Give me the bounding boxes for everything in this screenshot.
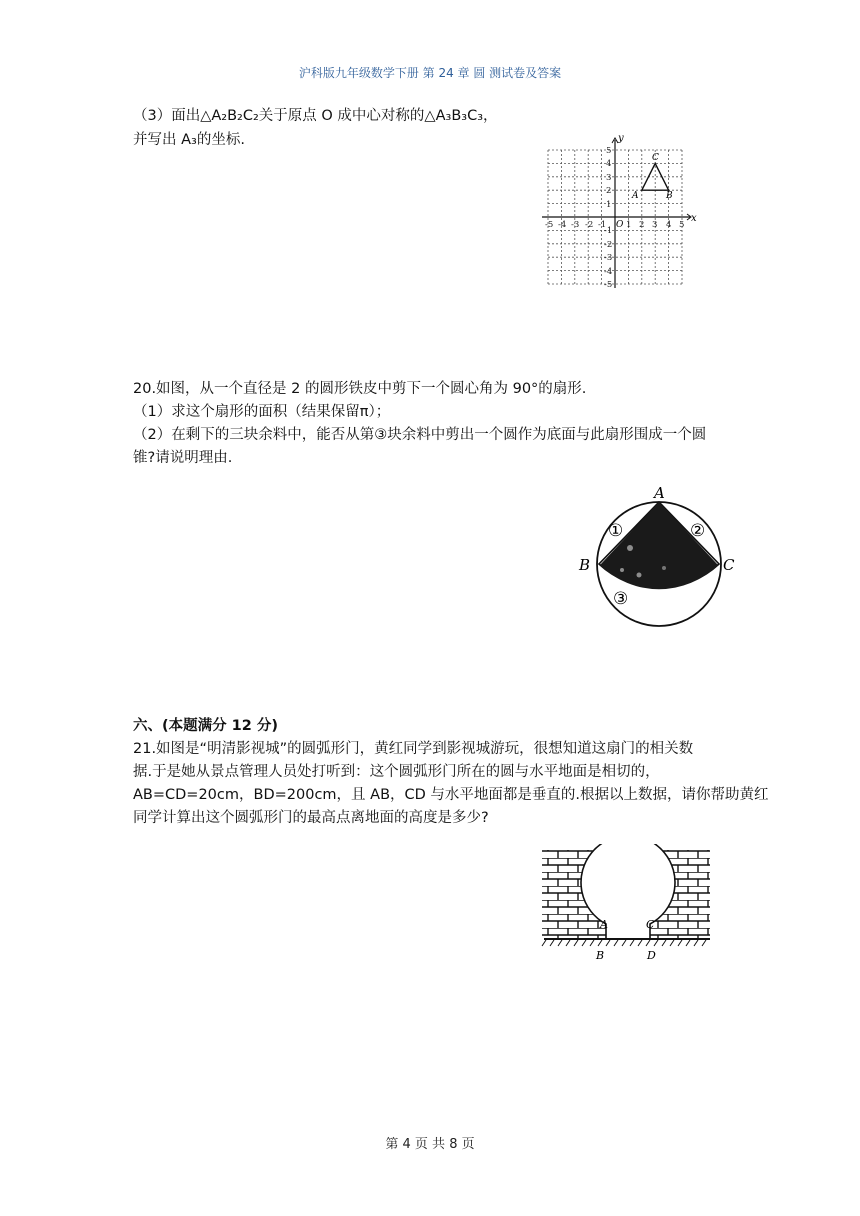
- x-tick: -5: [545, 220, 554, 230]
- y-tick: -1: [604, 226, 613, 236]
- point-a-label: A: [600, 918, 608, 931]
- origin-label: O: [616, 220, 624, 230]
- point-b-label: B: [666, 191, 673, 201]
- q21-line3: AB=CD=20cm，BD=200cm，且 AB，CD 与水平地面都是垂直的.根据以上数据，请你帮助黄红: [133, 787, 769, 803]
- page-header: 沪科版九年级数学下册 第 24 章 圆 测试卷及答案: [298, 66, 562, 80]
- q20-line3: （2）在剩下的三块余料中，能否从第③块余料中剪出一个圆作为底面与此扇形围成一个圆: [133, 427, 707, 443]
- point-a-label: A: [654, 484, 665, 502]
- coordinate-grid-figure: [536, 132, 700, 288]
- x-axis-label: x: [691, 213, 697, 224]
- point-b-label: B: [579, 556, 591, 574]
- q21-line2: 据.于是她从景点管理人员处打听到：这个圆弧形门所在的圆与水平地面是相切的，: [133, 764, 660, 780]
- y-tick: 3: [606, 173, 612, 183]
- point-a-label: A: [632, 191, 639, 201]
- point-b-label: B: [596, 949, 605, 962]
- y-tick: 2: [606, 186, 612, 196]
- page-footer: 第 4 页 共 8 页: [385, 1137, 475, 1152]
- q20-line1: 20.如图，从一个直径是 2 的圆形铁皮中剪下一个圆心角为 90°的扇形.: [133, 381, 587, 397]
- arch-door-figure: [538, 844, 714, 964]
- x-tick: 2: [639, 220, 645, 230]
- y-tick: -2: [604, 240, 613, 250]
- x-tick: -3: [571, 220, 580, 230]
- x-tick: 5: [679, 220, 685, 230]
- q21-line1: 21.如图是“明清影视城”的圆弧形门，黄红同学到影视城游玩，很想知道这扇门的相关数: [133, 741, 694, 757]
- x-tick: -1: [598, 220, 607, 230]
- y-tick: 5: [606, 146, 612, 156]
- point-c-label: C: [723, 556, 735, 574]
- x-tick: -4: [558, 220, 567, 230]
- q19-part3-line1: （3）面出△A₂B₂C₂关于原点 O 成中心对称的△A₃B₃C₃，: [133, 108, 498, 124]
- x-tick: -2: [585, 220, 594, 230]
- point-c-label: C: [652, 153, 659, 163]
- y-tick: 1: [606, 200, 612, 210]
- x-tick: 3: [652, 220, 658, 230]
- region-2-label: ②: [690, 521, 706, 541]
- region-1-label: ①: [608, 521, 624, 541]
- y-tick: 4: [606, 159, 612, 169]
- q20-line2: （1）求这个扇形的面积（结果保留π）；: [133, 404, 391, 420]
- y-tick: -4: [604, 267, 613, 277]
- q19-part3-line2: 并写出 A₃的坐标.: [133, 132, 245, 148]
- y-tick: -5: [604, 280, 613, 288]
- point-d-label: D: [647, 949, 656, 962]
- y-tick: -3: [604, 253, 613, 263]
- x-tick: 1: [626, 220, 632, 230]
- y-axis-label: y: [618, 133, 624, 144]
- point-c-label: C: [646, 918, 655, 931]
- q20-line4: 锥?请说明理由.: [133, 450, 233, 466]
- q21-line4: 同学计算出这个圆弧形门的最高点离地面的高度是多少?: [133, 810, 489, 826]
- sector-in-circle-figure: [572, 480, 742, 630]
- x-tick: 4: [666, 220, 672, 230]
- section-title: 六、(本题满分 12 分): [133, 718, 279, 734]
- region-3-label: ③: [613, 589, 629, 609]
